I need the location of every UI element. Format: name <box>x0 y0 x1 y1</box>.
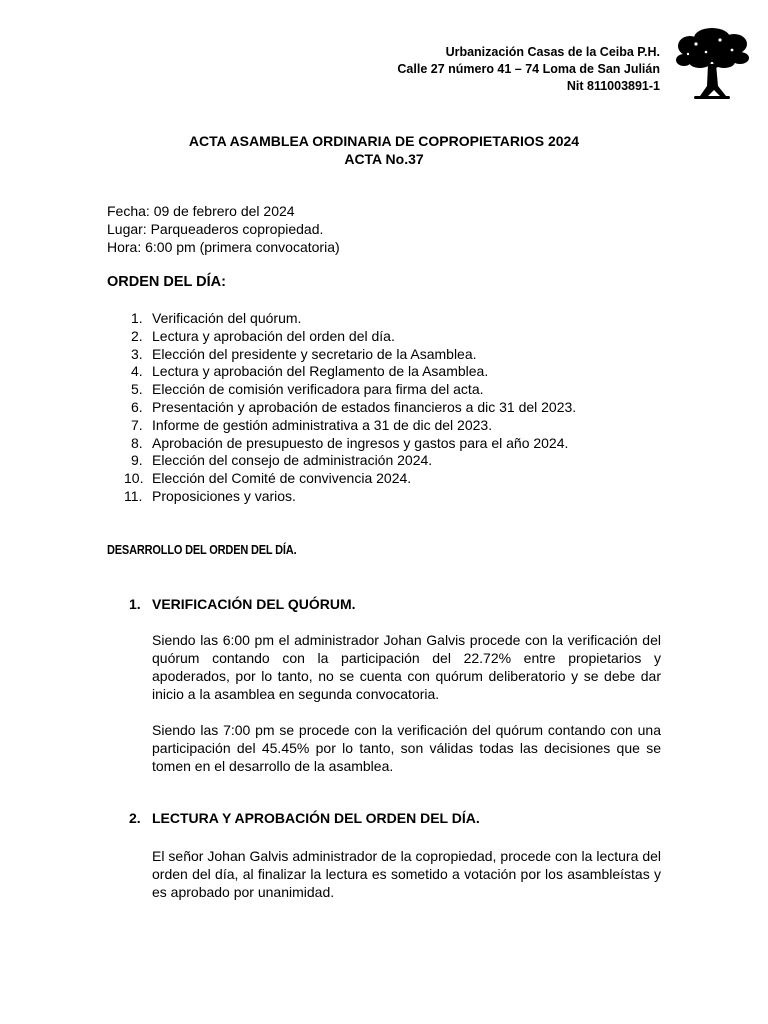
org-nit: Nit 811003891-1 <box>566 79 660 93</box>
section-1-paragraph-1: Siendo las 6:00 pm el administrador Johan Galvis procede con la verificación del quórum contando con la participación del 22.72% entre propietarios y apoderados, por lo tanto, no se cuenta con quórum deliberatorio y se debe dar inicio a la asamblea en segunda convocatoria. <box>152 632 661 702</box>
agenda-list <box>107 310 576 506</box>
title-line-2: ACTA No.37 <box>344 151 424 167</box>
document-title <box>0 132 768 168</box>
meeting-date: Fecha: 09 de febrero del 2024 <box>107 203 295 219</box>
org-name: Urbanización Casas de la Ceiba P.H. <box>445 45 660 59</box>
section-heading-2: 2. LECTURA Y APROBACIÓN DEL ORDEN DEL DÍA. <box>129 810 480 826</box>
meeting-time: Hora: 6:00 pm (primera convocatoria) <box>107 239 340 255</box>
agenda-item: 4. Lectura y aprobación del Reglamento de la Asamblea. <box>131 363 489 380</box>
section-1-paragraph-2: Siendo las 7:00 pm se procede con la verificación del quórum contando con una participación del 45.45% por lo tanto, son válidas todas las decisiones que se tomen en el desarrollo de la asamblea. <box>152 722 661 774</box>
agenda-heading: ORDEN DEL DÍA: <box>107 274 226 290</box>
agenda-item: 6. Presentación y aprobación de estados financieros a dic 31 del 2023. <box>131 398 577 415</box>
section-heading-1: 1. VERIFICACIÓN DEL QUÓRUM. <box>129 596 356 612</box>
tree-logo-icon <box>674 26 750 104</box>
section-2-paragraph-1: El señor Johan Galvis administrador de la copropiedad, procede con la lectura del orden del día, al finalizar la lectura es sometido a votación por los asambleístas y es aprobado por unanimidad. <box>152 848 661 900</box>
agenda-item: 10. Elección del Comité de convivencia 2024. <box>124 470 412 487</box>
meeting-info <box>107 202 340 256</box>
agenda-item: 2. Lectura y aprobación del orden del día. <box>131 327 395 344</box>
agenda-item: 8. Aprobación de presupuesto de ingresos y gastos para el año 2024. <box>131 434 569 451</box>
agenda-item: 3. Elección del presidente y secretario de la Asamblea. <box>131 345 477 362</box>
agenda-item: 7. Informe de gestión administrativa a 31 de dic del 2023. <box>131 416 493 433</box>
agenda-item: 9. Elección del consejo de administración 2024. <box>131 452 433 469</box>
org-address: Calle 27 número 41 – 74 Loma de San Julián <box>397 62 660 76</box>
development-heading: DESARROLLO DEL ORDEN DEL DÍA. <box>107 543 297 557</box>
agenda-item: 1. Verificación del quórum. <box>131 310 302 326</box>
meeting-place: Lugar: Parqueaderos copropiedad. <box>107 221 324 237</box>
agenda-item: 5. Elección de comisión verificadora para firma del acta. <box>131 381 484 398</box>
agenda-item: 11. Proposiciones y varios. <box>124 487 296 504</box>
title-line-1: ACTA ASAMBLEA ORDINARIA DE COPROPIETARIOS 2024 <box>188 133 580 149</box>
letterhead <box>397 44 660 95</box>
